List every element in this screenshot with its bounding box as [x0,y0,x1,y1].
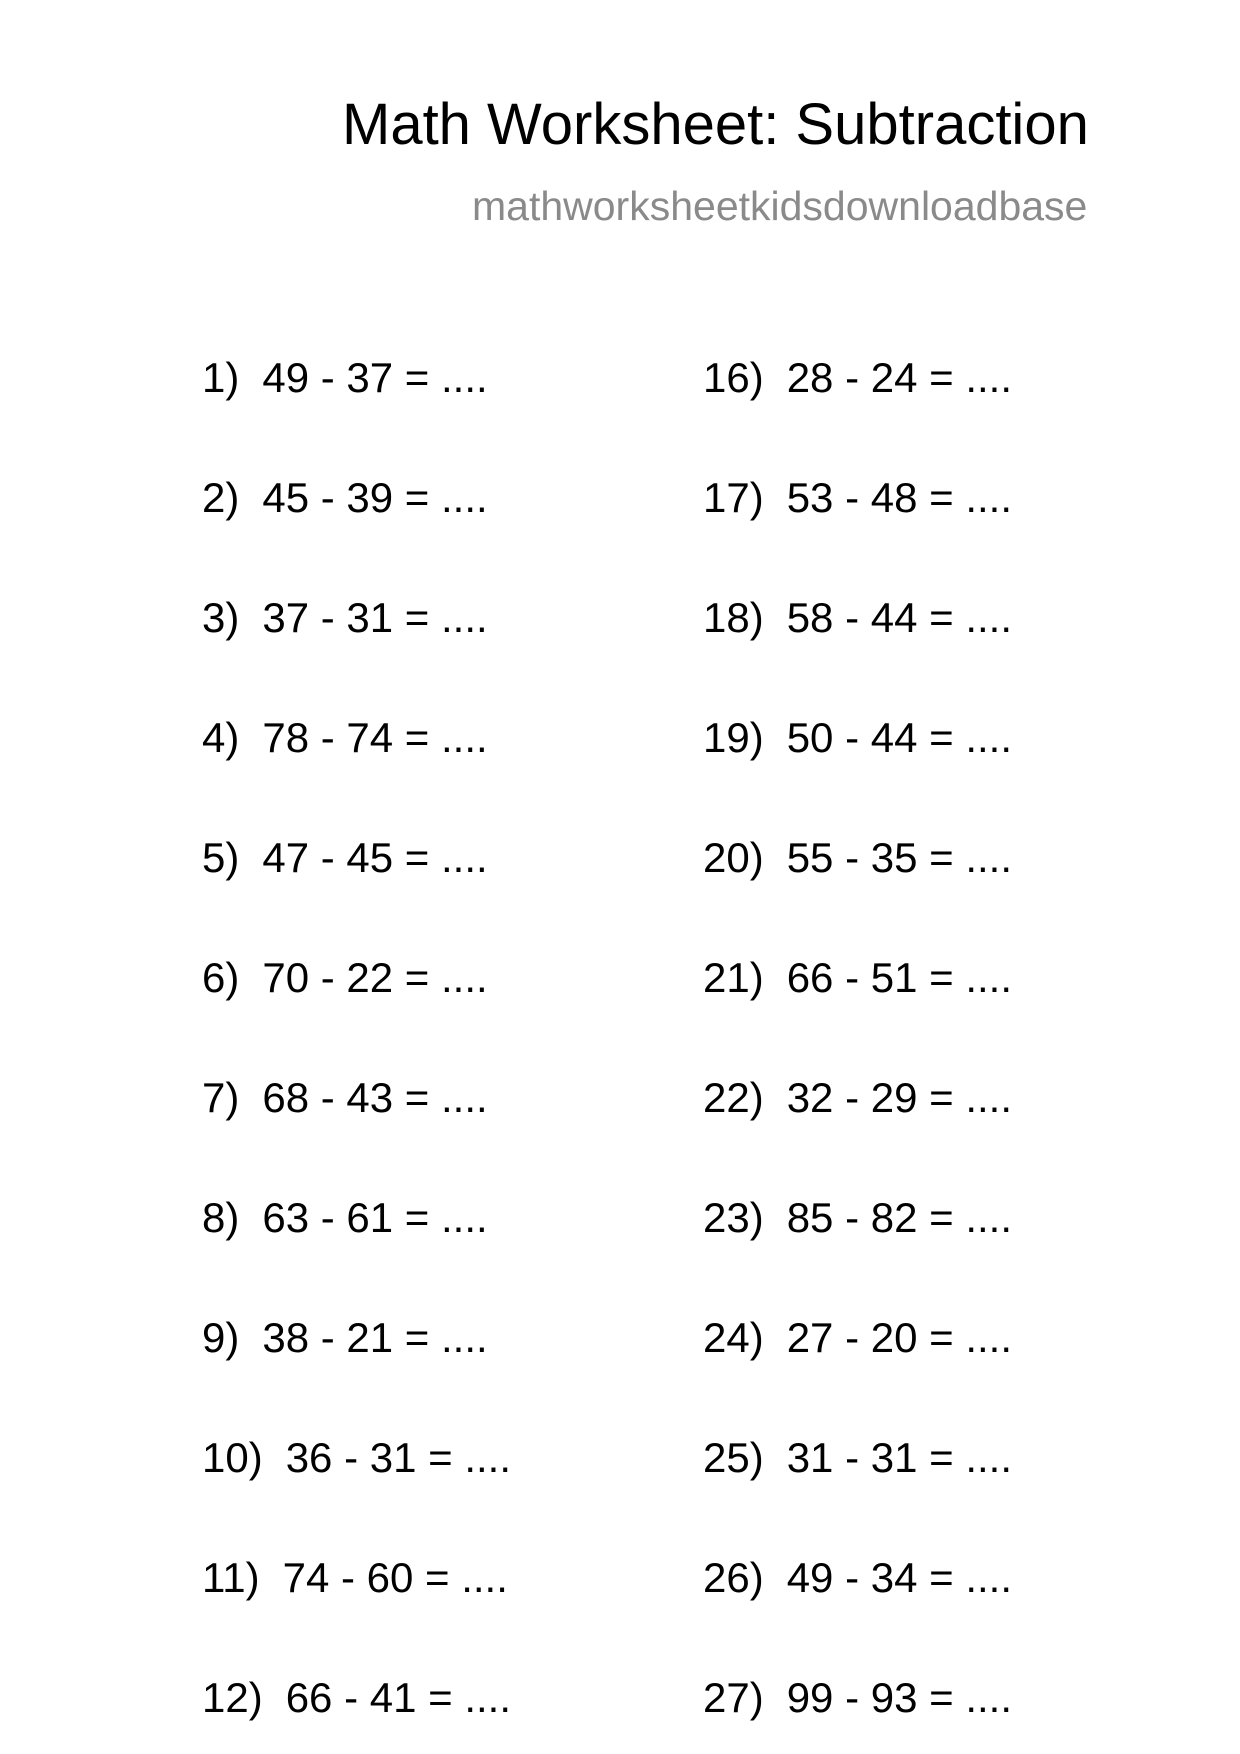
problem-expression: 27 - 20 = .... [786,1314,1013,1361]
problem-item [202,1674,512,1721]
problem-item [703,1554,1013,1601]
problem-item [202,1194,488,1241]
problem-item [703,594,1013,641]
problem-expression: 49 - 34 = .... [786,1554,1013,1601]
problem-expression: 58 - 44 = .... [786,594,1013,641]
problem-number: 10) [202,1434,263,1481]
problem-expression: 38 - 21 = .... [262,1314,488,1361]
problem-expression: 28 - 24 = .... [786,354,1013,401]
problem-item [202,1434,512,1481]
problem-number: 11) [202,1554,260,1601]
problem-expression: 66 - 41 = .... [285,1674,512,1721]
problem-number: 3) [202,594,240,641]
problem-number: 4) [202,714,240,761]
problem-number: 7) [202,1074,240,1121]
problem-number: 20) [703,834,764,881]
problem-number: 23) [703,1194,764,1241]
problem-expression: 50 - 44 = .... [786,714,1013,761]
problem-item [202,474,488,521]
problem-expression: 78 - 74 = .... [262,714,488,761]
problem-item [703,1074,1013,1121]
problem-expression: 49 - 37 = .... [262,354,488,401]
problem-number: 8) [202,1194,240,1241]
problem-expression: 53 - 48 = .... [786,474,1013,521]
problem-item [703,1314,1013,1361]
problem-item [703,954,1013,1001]
problem-number: 21) [703,954,764,1001]
problem-item [202,1554,508,1601]
worksheet-title: Math Worksheet: Subtraction [342,92,1089,157]
problem-expression: 55 - 35 = .... [786,834,1013,881]
problem-number: 12) [202,1674,263,1721]
problem-item [703,1434,1013,1481]
problem-item [202,954,488,1001]
problem-expression: 99 - 93 = .... [786,1674,1013,1721]
problem-expression: 70 - 22 = .... [262,954,488,1001]
worksheet-source-label: mathworksheetkidsdownloadbase [472,183,1088,229]
problem-expression: 63 - 61 = .... [262,1194,488,1241]
problem-item [703,474,1013,521]
problem-number: 9) [202,1314,240,1361]
problem-item [202,354,488,401]
problem-number: 25) [703,1434,764,1481]
problem-expression: 66 - 51 = .... [786,954,1013,1001]
problem-expression: 68 - 43 = .... [262,1074,488,1121]
problem-expression: 36 - 31 = .... [285,1434,512,1481]
problem-item [703,1194,1013,1241]
problem-number: 27) [703,1674,764,1721]
problem-number: 17) [703,474,764,521]
problem-expression: 47 - 45 = .... [262,834,488,881]
problem-item [703,354,1013,401]
problem-item [202,1074,488,1121]
problem-number: 26) [703,1554,764,1601]
problem-number: 16) [703,354,764,401]
problem-expression: 32 - 29 = .... [786,1074,1013,1121]
problem-expression: 45 - 39 = .... [262,474,488,521]
problem-number: 1) [202,354,240,401]
problem-item [703,714,1013,761]
problem-number: 18) [703,594,764,641]
problem-number: 6) [202,954,240,1001]
problem-number: 22) [703,1074,764,1121]
problem-item [703,1674,1013,1721]
problem-item [703,834,1013,881]
problem-number: 2) [202,474,240,521]
problem-item [202,1314,488,1361]
problem-item [202,834,488,881]
problem-expression: 37 - 31 = .... [262,594,488,641]
problem-number: 19) [703,714,764,761]
problem-number: 5) [202,834,240,881]
problem-item [202,594,488,641]
problem-expression: 74 - 60 = .... [282,1554,508,1601]
problem-expression: 85 - 82 = .... [786,1194,1013,1241]
problem-number: 24) [703,1314,764,1361]
problem-item [202,714,488,761]
problem-expression: 31 - 31 = .... [786,1434,1013,1481]
